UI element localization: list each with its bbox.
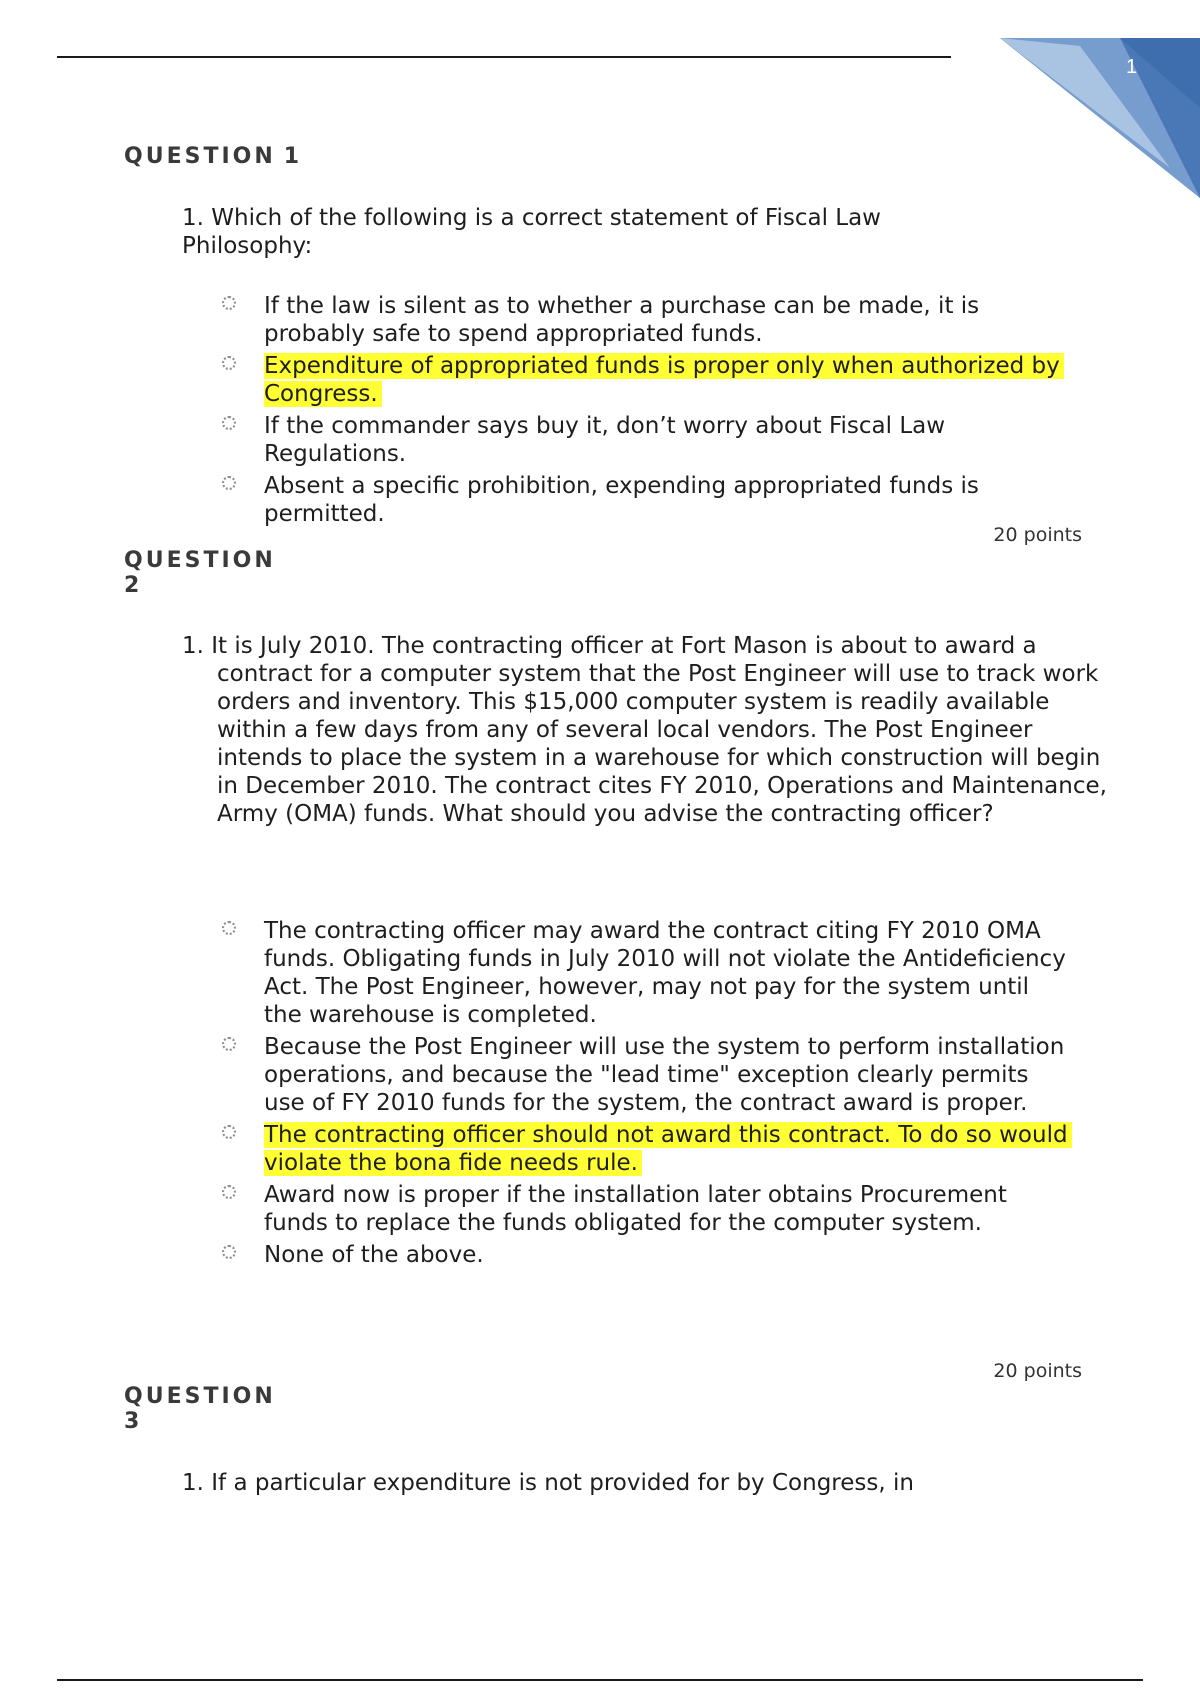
question-text-number: 1. — [182, 633, 204, 659]
page-corner-decoration — [970, 38, 1200, 198]
question-2-text — [182, 632, 1117, 828]
answer-option-highlighted[interactable]: The contracting officer should not award this contract. To do so would violate the bona fide needs rule. — [218, 1121, 1073, 1177]
question-text-body: If a particular expenditure is not provided for by Congress, in — [211, 1470, 914, 1496]
answer-option[interactable]: Because the Post Engineer will use the system to perform installation operations, and because the "lead time" exception clearly permits use of FY 2010 funds for the system, the contract award is proper. — [218, 1033, 1073, 1117]
answer-option[interactable]: Absent a specific prohibition, expending appropriated funds is permitted. — [218, 472, 1073, 528]
question-text-body: It is July 2010. The contracting officer at Fort Mason is about to award a contract for a computer system that the Post Engineer will use to track work orders and inventory. This $15,000 computer system is readily available within a few days from any of several local vendors. The Post Engineer intends to place the system in a warehouse for which construction will begin in December 2010. The contract cites FY 2010, Operations and Maintenance, Army (OMA) funds. What should you advise the contracting officer? — [211, 633, 1107, 827]
question-label: QUESTION — [124, 548, 276, 573]
question-text-body: Which of the following is a correct statement of Fiscal Law Philosophy: — [182, 205, 881, 259]
footer-rule — [57, 1679, 1143, 1681]
radio-button-icon[interactable] — [222, 921, 236, 935]
question-1-heading — [124, 144, 302, 169]
question-2-points: 20 points — [993, 1360, 1082, 1382]
radio-button-icon[interactable] — [222, 296, 236, 310]
header-rule — [57, 56, 951, 58]
question-1-text — [182, 204, 1012, 260]
radio-button-icon[interactable] — [222, 356, 236, 370]
question-number: 2 — [124, 573, 143, 598]
question-2-options — [218, 917, 1073, 1269]
question-2-heading — [124, 548, 276, 598]
radio-button-icon[interactable] — [222, 476, 236, 490]
question-1-options — [218, 292, 1073, 528]
question-number: 1 — [283, 144, 303, 169]
answer-option[interactable]: If the law is silent as to whether a purchase can be made, it is probably safe to spend appropriated funds. — [218, 292, 1073, 348]
question-1-points: 20 points — [993, 524, 1082, 546]
question-number: 3 — [124, 1409, 143, 1434]
question-3-heading — [124, 1384, 276, 1434]
radio-button-icon[interactable] — [222, 1245, 236, 1259]
answer-option-highlighted[interactable]: Expenditure of appropriated funds is proper only when authorized by Congress. — [218, 352, 1073, 408]
answer-option[interactable]: None of the above. — [218, 1241, 1073, 1269]
radio-button-icon[interactable] — [222, 416, 236, 430]
answer-option[interactable]: Award now is proper if the installation later obtains Procurement funds to replace the funds obligated for the computer system. — [218, 1181, 1073, 1237]
radio-button-icon[interactable] — [222, 1185, 236, 1199]
page-number: 1 — [1126, 56, 1138, 78]
question-text-number: 1. — [182, 1470, 204, 1496]
question-label: QUESTION — [124, 144, 276, 169]
answer-option[interactable]: The contracting officer may award the contract citing FY 2010 OMA funds. Obligating funds in July 2010 will not violate the Antideficiency Act. The Post Engineer, however, may not pay for the system until the warehouse is completed. — [218, 917, 1073, 1029]
question-text-number: 1. — [182, 205, 204, 231]
radio-button-icon[interactable] — [222, 1125, 236, 1139]
question-3-text — [182, 1469, 1082, 1497]
radio-button-icon[interactable] — [222, 1037, 236, 1051]
question-label: QUESTION — [124, 1384, 276, 1409]
answer-option[interactable]: If the commander says buy it, don’t worry about Fiscal Law Regulations. — [218, 412, 1073, 468]
